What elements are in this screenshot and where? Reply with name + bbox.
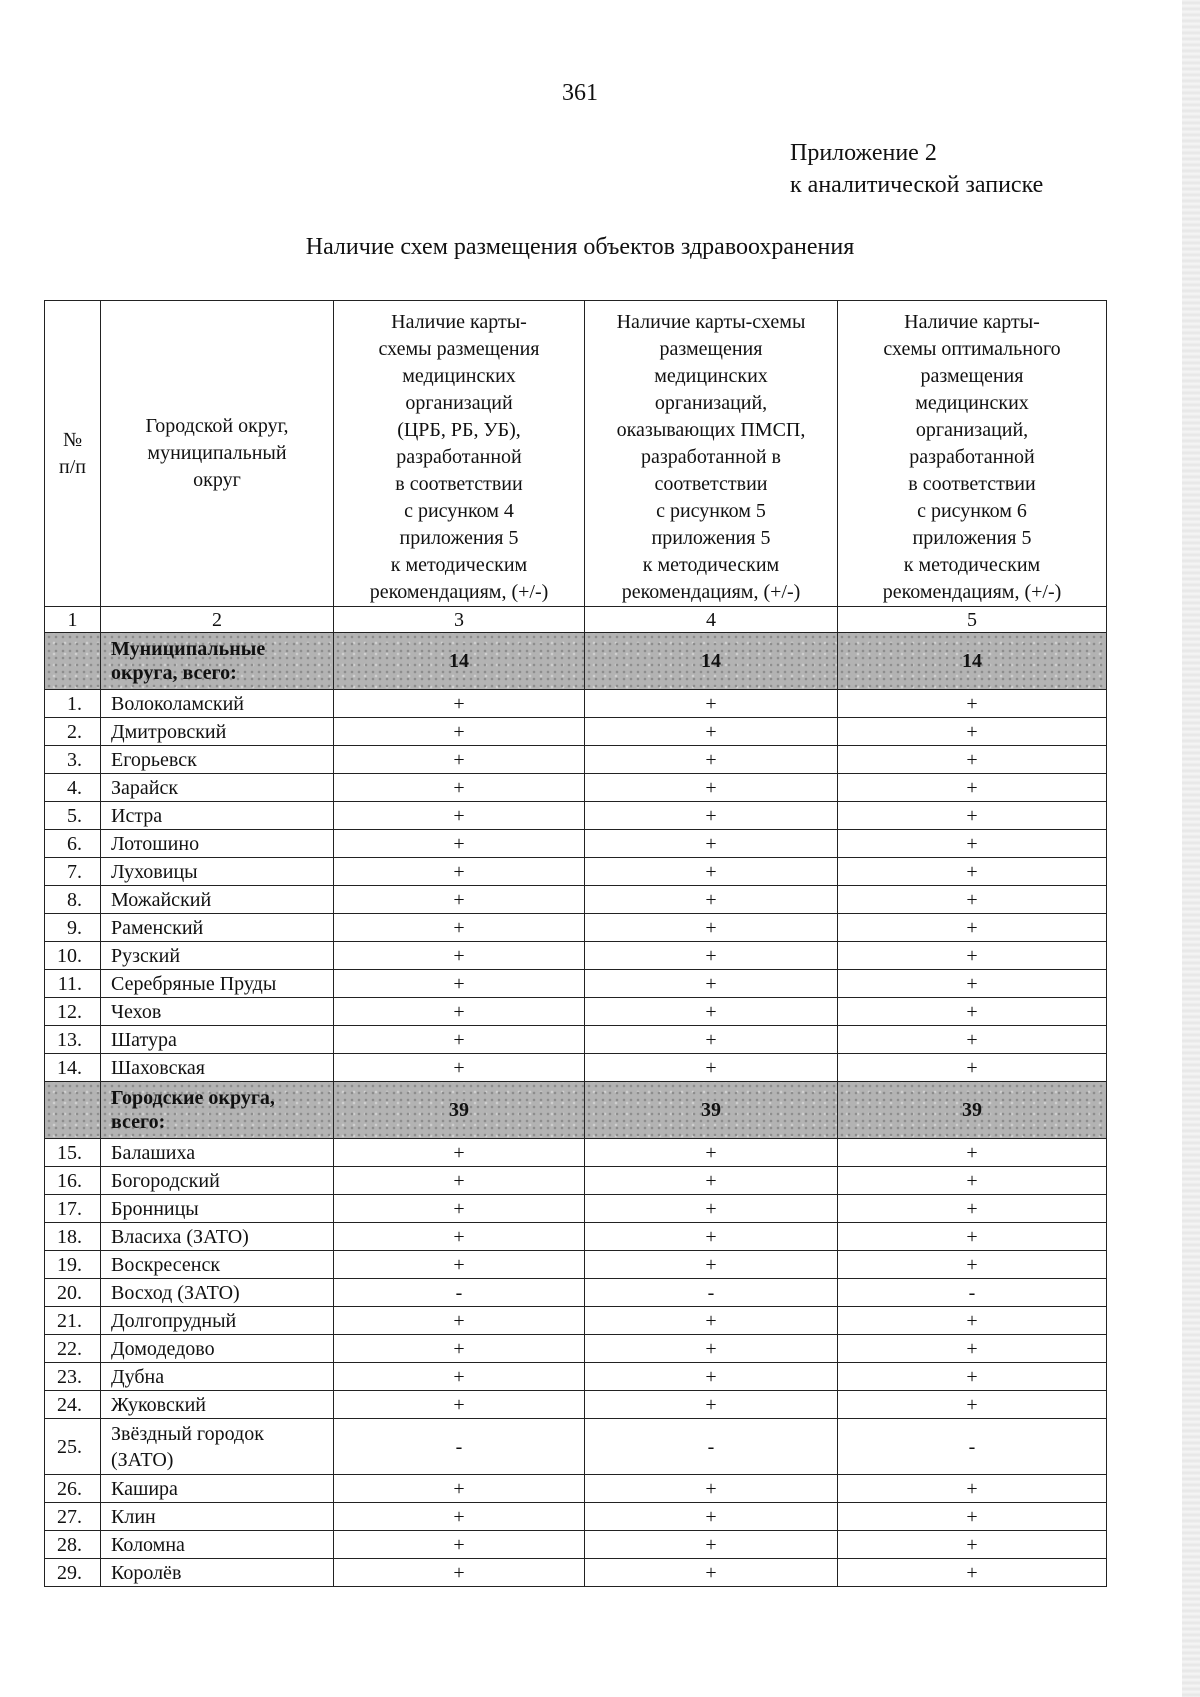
column-number: 2 xyxy=(101,607,334,633)
table-body xyxy=(45,633,1107,1587)
table-row xyxy=(45,942,1107,970)
header-number: № п/п xyxy=(45,301,101,607)
map-crb-value: + xyxy=(334,746,585,774)
table-row xyxy=(45,718,1107,746)
district-name: Долгопрудный xyxy=(101,1307,334,1335)
map-crb-value: + xyxy=(334,1167,585,1195)
map-pmsp-value: + xyxy=(585,970,838,998)
appendix-note xyxy=(790,137,1043,201)
district-name: Егорьевск xyxy=(101,746,334,774)
table-row xyxy=(45,830,1107,858)
map-optimal-value: + xyxy=(838,718,1107,746)
map-optimal-value: + xyxy=(838,802,1107,830)
map-optimal-value: + xyxy=(838,1223,1107,1251)
table-row xyxy=(45,970,1107,998)
table-row xyxy=(45,746,1107,774)
section-total-row xyxy=(45,633,1107,690)
map-pmsp-value: + xyxy=(585,942,838,970)
district-name: Серебряные Пруды xyxy=(101,970,334,998)
map-optimal-value: + xyxy=(838,1139,1107,1167)
district-name: Рузский xyxy=(101,942,334,970)
map-pmsp-value: + xyxy=(585,1559,838,1587)
table-row xyxy=(45,1475,1107,1503)
row-number: 10. xyxy=(45,942,101,970)
district-name: Домодедово xyxy=(101,1335,334,1363)
map-pmsp-value: + xyxy=(585,1391,838,1419)
map-crb-value: + xyxy=(334,970,585,998)
map-optimal-value: + xyxy=(838,1335,1107,1363)
map-crb-value: + xyxy=(334,1531,585,1559)
row-number xyxy=(45,1082,101,1139)
district-name: Можайский xyxy=(101,886,334,914)
map-optimal-value: + xyxy=(838,774,1107,802)
row-number: 3. xyxy=(45,746,101,774)
map-pmsp-value: + xyxy=(585,1195,838,1223)
map-optimal-value: + xyxy=(838,1307,1107,1335)
row-number: 19. xyxy=(45,1251,101,1279)
row-number: 25. xyxy=(45,1419,101,1475)
table-row xyxy=(45,802,1107,830)
column-number: 3 xyxy=(334,607,585,633)
map-pmsp-value: + xyxy=(585,1531,838,1559)
map-optimal-value: + xyxy=(838,1531,1107,1559)
table-row xyxy=(45,1139,1107,1167)
row-number: 27. xyxy=(45,1503,101,1531)
table-row xyxy=(45,1391,1107,1419)
header-district: Городской округ, муниципальный округ xyxy=(101,301,334,607)
district-name: Луховицы xyxy=(101,858,334,886)
appendix-line-2: к аналитической записке xyxy=(790,172,1044,198)
row-number: 28. xyxy=(45,1531,101,1559)
section-total-row xyxy=(45,1082,1107,1139)
table-row xyxy=(45,1195,1107,1223)
map-pmsp-value: + xyxy=(585,1251,838,1279)
map-crb-value: + xyxy=(334,886,585,914)
map-pmsp-value: + xyxy=(585,774,838,802)
table-row xyxy=(45,1419,1107,1475)
row-number: 17. xyxy=(45,1195,101,1223)
map-pmsp-value: + xyxy=(585,1363,838,1391)
district-name: Богородский xyxy=(101,1167,334,1195)
column-number: 5 xyxy=(838,607,1107,633)
table-row xyxy=(45,1559,1107,1587)
table-row xyxy=(45,1167,1107,1195)
table-row xyxy=(45,774,1107,802)
map-optimal-value: - xyxy=(838,1279,1107,1307)
map-optimal-value: + xyxy=(838,998,1107,1026)
map-crb-value: + xyxy=(334,942,585,970)
district-name: Жуковский xyxy=(101,1391,334,1419)
map-optimal-value: + xyxy=(838,1363,1107,1391)
document-title: Наличие схем размещения объектов здравоохранения xyxy=(305,234,855,260)
map-crb-value: + xyxy=(334,1475,585,1503)
row-number: 29. xyxy=(45,1559,101,1587)
district-name: Восход (ЗАТО) xyxy=(101,1279,334,1307)
row-number xyxy=(45,633,101,690)
map-optimal-value: + xyxy=(838,1503,1107,1531)
map-crb-value: + xyxy=(334,802,585,830)
row-number: 9. xyxy=(45,914,101,942)
map-pmsp-value: + xyxy=(585,1475,838,1503)
table-row xyxy=(45,690,1107,718)
map-crb-value: + xyxy=(334,998,585,1026)
row-number: 12. xyxy=(45,998,101,1026)
map-pmsp-value: 14 xyxy=(585,633,838,690)
map-crb-value: + xyxy=(334,914,585,942)
map-pmsp-value: + xyxy=(585,746,838,774)
map-pmsp-value: - xyxy=(585,1419,838,1475)
map-pmsp-value: + xyxy=(585,1139,838,1167)
table-row xyxy=(45,886,1107,914)
row-number: 23. xyxy=(45,1363,101,1391)
map-optimal-value: + xyxy=(838,1251,1107,1279)
map-optimal-value: + xyxy=(838,746,1107,774)
district-name: Истра xyxy=(101,802,334,830)
header-map-pmsp: Наличие карты-схемы размещения медицинских организаций, оказывающих ПМСП, разработанной в соответствии с рисунком 5 приложения 5 к методическим рекомендациям, (+/-) xyxy=(585,301,838,607)
row-number: 2. xyxy=(45,718,101,746)
map-crb-value: + xyxy=(334,1391,585,1419)
row-number: 26. xyxy=(45,1475,101,1503)
row-number: 16. xyxy=(45,1167,101,1195)
header-map-optimal: Наличие карты- схемы оптимального размещения медицинских организаций, разработанной в соответствии с рисунком 6 приложения 5 к методическим рекомендациям, (+/-) xyxy=(838,301,1107,607)
map-crb-value: + xyxy=(334,1559,585,1587)
scan-edge xyxy=(1182,0,1200,1697)
district-name: Клин xyxy=(101,1503,334,1531)
map-optimal-value: + xyxy=(838,970,1107,998)
column-number-row xyxy=(45,607,1107,633)
map-crb-value: + xyxy=(334,1503,585,1531)
map-optimal-value: + xyxy=(838,1475,1107,1503)
map-pmsp-value: + xyxy=(585,1026,838,1054)
table-row xyxy=(45,1363,1107,1391)
district-name: Королёв xyxy=(101,1559,334,1587)
facilities-table xyxy=(44,300,1107,1587)
row-number: 4. xyxy=(45,774,101,802)
district-name: Власиха (ЗАТО) xyxy=(101,1223,334,1251)
map-optimal-value: + xyxy=(838,1026,1107,1054)
row-number: 20. xyxy=(45,1279,101,1307)
map-pmsp-value: + xyxy=(585,690,838,718)
map-crb-value: + xyxy=(334,1251,585,1279)
map-pmsp-value: + xyxy=(585,886,838,914)
map-pmsp-value: + xyxy=(585,718,838,746)
map-optimal-value: + xyxy=(838,690,1107,718)
district-name: Балашиха xyxy=(101,1139,334,1167)
row-number: 6. xyxy=(45,830,101,858)
district-name: Раменский xyxy=(101,914,334,942)
map-pmsp-value: + xyxy=(585,914,838,942)
row-number: 22. xyxy=(45,1335,101,1363)
map-optimal-value: + xyxy=(838,1391,1107,1419)
district-name: Коломна xyxy=(101,1531,334,1559)
row-number: 13. xyxy=(45,1026,101,1054)
district-name: Лотошино xyxy=(101,830,334,858)
district-name: Зарайск xyxy=(101,774,334,802)
table-row xyxy=(45,1335,1107,1363)
map-optimal-value: + xyxy=(838,1167,1107,1195)
map-crb-value: + xyxy=(334,1335,585,1363)
district-name: Шатура xyxy=(101,1026,334,1054)
row-number: 1. xyxy=(45,690,101,718)
table-row xyxy=(45,1279,1107,1307)
map-optimal-value: - xyxy=(838,1419,1107,1475)
district-name: Шаховская xyxy=(101,1054,334,1082)
map-crb-value: + xyxy=(334,1026,585,1054)
map-optimal-value: + xyxy=(838,942,1107,970)
map-pmsp-value: + xyxy=(585,1307,838,1335)
row-number: 24. xyxy=(45,1391,101,1419)
map-crb-value: + xyxy=(334,1223,585,1251)
table-row xyxy=(45,1054,1107,1082)
table-header-row xyxy=(45,301,1107,607)
table-row xyxy=(45,1503,1107,1531)
map-crb-value: + xyxy=(334,830,585,858)
row-number: 15. xyxy=(45,1139,101,1167)
column-number: 4 xyxy=(585,607,838,633)
district-name: Дмитровский xyxy=(101,718,334,746)
map-crb-value: + xyxy=(334,1054,585,1082)
map-optimal-value: + xyxy=(838,1195,1107,1223)
map-optimal-value: + xyxy=(838,886,1107,914)
table-row xyxy=(45,1307,1107,1335)
district-name: Воскресенск xyxy=(101,1251,334,1279)
row-number: 7. xyxy=(45,858,101,886)
row-number: 21. xyxy=(45,1307,101,1335)
row-number: 8. xyxy=(45,886,101,914)
map-crb-value: + xyxy=(334,1363,585,1391)
district-name: Муниципальные округа, всего: xyxy=(101,633,334,690)
map-pmsp-value: + xyxy=(585,1503,838,1531)
map-crb-value: 39 xyxy=(334,1082,585,1139)
district-name: Звёздный городок (ЗАТО) xyxy=(101,1419,334,1475)
row-number: 5. xyxy=(45,802,101,830)
district-name: Городские округа, всего: xyxy=(101,1082,334,1139)
map-crb-value: + xyxy=(334,1195,585,1223)
map-crb-value: + xyxy=(334,1139,585,1167)
map-pmsp-value: 39 xyxy=(585,1082,838,1139)
district-name: Дубна xyxy=(101,1363,334,1391)
map-optimal-value: + xyxy=(838,1054,1107,1082)
table-row xyxy=(45,914,1107,942)
map-crb-value: + xyxy=(334,718,585,746)
table-row xyxy=(45,1251,1107,1279)
map-pmsp-value: - xyxy=(585,1279,838,1307)
map-pmsp-value: + xyxy=(585,830,838,858)
row-number: 14. xyxy=(45,1054,101,1082)
column-number: 1 xyxy=(45,607,101,633)
page-number: 361 xyxy=(562,80,598,106)
map-crb-value: + xyxy=(334,774,585,802)
map-crb-value: + xyxy=(334,690,585,718)
map-pmsp-value: + xyxy=(585,1054,838,1082)
district-name: Бронницы xyxy=(101,1195,334,1223)
map-optimal-value: + xyxy=(838,830,1107,858)
row-number: 11. xyxy=(45,970,101,998)
table-row xyxy=(45,1531,1107,1559)
map-crb-value: 14 xyxy=(334,633,585,690)
header-map-crb: Наличие карты- схемы размещения медицинских организаций (ЦРБ, РБ, УБ), разработанной в соответствии с рисунком 4 приложения 5 к методическим рекомендациям, (+/-) xyxy=(334,301,585,607)
map-crb-value: - xyxy=(334,1419,585,1475)
map-pmsp-value: + xyxy=(585,802,838,830)
map-optimal-value: 14 xyxy=(838,633,1107,690)
map-crb-value: + xyxy=(334,858,585,886)
map-crb-value: - xyxy=(334,1279,585,1307)
map-optimal-value: + xyxy=(838,914,1107,942)
table-row xyxy=(45,1026,1107,1054)
map-pmsp-value: + xyxy=(585,998,838,1026)
map-pmsp-value: + xyxy=(585,1167,838,1195)
map-crb-value: + xyxy=(334,1307,585,1335)
district-name: Кашира xyxy=(101,1475,334,1503)
map-optimal-value: + xyxy=(838,1559,1107,1587)
table-row xyxy=(45,1223,1107,1251)
map-pmsp-value: + xyxy=(585,1223,838,1251)
district-name: Чехов xyxy=(101,998,334,1026)
map-pmsp-value: + xyxy=(585,1335,838,1363)
map-pmsp-value: + xyxy=(585,858,838,886)
district-name: Волоколамский xyxy=(101,690,334,718)
map-optimal-value: + xyxy=(838,858,1107,886)
map-optimal-value: 39 xyxy=(838,1082,1107,1139)
row-number: 18. xyxy=(45,1223,101,1251)
appendix-line-1: Приложение 2 xyxy=(790,140,937,166)
table-row xyxy=(45,858,1107,886)
table-row xyxy=(45,998,1107,1026)
